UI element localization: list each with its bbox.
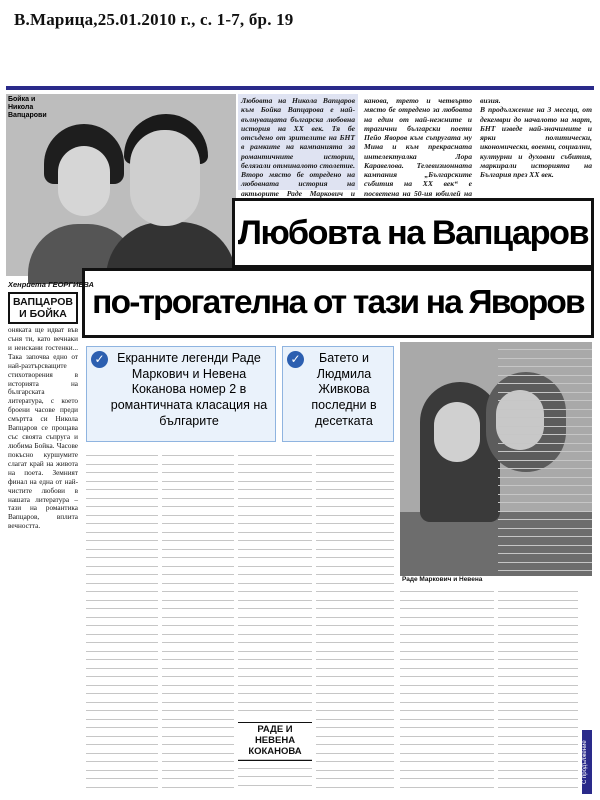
text-line-placeholder (238, 669, 312, 677)
text-line-placeholder (316, 729, 394, 737)
text-line-placeholder (86, 499, 158, 507)
text-line-placeholder (498, 444, 592, 452)
text-line-placeholder (238, 627, 312, 635)
text-line-placeholder (498, 763, 578, 771)
text-line-placeholder (86, 661, 158, 669)
body-column-7 (498, 342, 592, 578)
text-line-placeholder (86, 567, 158, 575)
text-line-placeholder (238, 491, 312, 499)
text-line-placeholder (238, 482, 312, 490)
body-column-3 (238, 448, 312, 718)
photo-caption: Раде Маркович и Невена (402, 576, 483, 583)
text-line-placeholder (316, 780, 394, 788)
text-line-placeholder (498, 610, 578, 618)
text-line-placeholder (498, 376, 592, 384)
text-line-placeholder (316, 457, 394, 465)
text-line-placeholder (498, 780, 578, 788)
text-line-placeholder (86, 712, 158, 720)
text-line-placeholder (498, 584, 578, 592)
text-line-placeholder (86, 737, 158, 745)
text-line-placeholder (86, 669, 158, 677)
text-line-placeholder (86, 627, 158, 635)
text-line-placeholder (86, 550, 158, 558)
text-line-placeholder (498, 546, 592, 554)
text-line-placeholder (400, 661, 494, 669)
text-line-placeholder (498, 436, 592, 444)
text-line-placeholder (238, 448, 312, 456)
text-line-placeholder (238, 499, 312, 507)
text-line-placeholder (498, 771, 578, 779)
text-line-placeholder (162, 576, 234, 584)
text-line-placeholder (498, 453, 592, 461)
text-line-placeholder (316, 584, 394, 592)
text-line-placeholder (86, 763, 158, 771)
text-line-placeholder (86, 525, 158, 533)
text-line-placeholder (238, 635, 312, 643)
text-line-placeholder (86, 576, 158, 584)
infobox-text: Екранните легенди Раде Маркович и Невена Коканова номер 2 в романтичната класация на българите (110, 351, 268, 428)
text-line-placeholder (162, 678, 234, 686)
text-line-placeholder (86, 754, 158, 762)
text-line-placeholder (400, 644, 494, 652)
text-line-placeholder (238, 652, 312, 660)
text-line-placeholder (86, 771, 158, 779)
text-line-placeholder (400, 635, 494, 643)
text-line-placeholder (316, 482, 394, 490)
text-line-placeholder (316, 525, 394, 533)
text-line-placeholder (498, 678, 578, 686)
text-line-placeholder (238, 508, 312, 516)
text-line-placeholder (162, 627, 234, 635)
text-line-placeholder (238, 644, 312, 652)
text-line-placeholder (316, 559, 394, 567)
body-column-2 (162, 448, 234, 794)
text-line-placeholder (238, 778, 312, 786)
text-line-placeholder (498, 419, 592, 427)
text-line-placeholder (238, 474, 312, 482)
text-line-placeholder (238, 761, 312, 769)
body-column-3b (238, 752, 312, 794)
text-line-placeholder (498, 470, 592, 478)
text-line-placeholder (316, 533, 394, 541)
text-line-placeholder (400, 712, 494, 720)
text-line-placeholder (400, 618, 494, 626)
side-column (8, 326, 78, 794)
text-line-placeholder (86, 686, 158, 694)
text-line-placeholder (162, 754, 234, 762)
text-line-placeholder (86, 746, 158, 754)
text-line-placeholder (86, 516, 158, 524)
text-line-placeholder (86, 678, 158, 686)
text-line-placeholder (498, 695, 578, 703)
text-line-placeholder (162, 652, 234, 660)
text-line-placeholder (238, 703, 312, 711)
text-line-placeholder (316, 550, 394, 558)
text-line-placeholder (498, 593, 578, 601)
text-line-placeholder (498, 635, 578, 643)
text-line-placeholder (316, 508, 394, 516)
text-line-placeholder (238, 542, 312, 550)
text-line-placeholder (238, 576, 312, 584)
text-line-placeholder (400, 737, 494, 745)
text-line-placeholder (498, 712, 578, 720)
text-line-placeholder (498, 669, 578, 677)
text-line-placeholder (162, 780, 234, 788)
text-line-placeholder (86, 457, 158, 465)
text-line-placeholder (498, 461, 592, 469)
text-line-placeholder (162, 763, 234, 771)
text-line-placeholder (162, 542, 234, 550)
text-line-placeholder (400, 754, 494, 762)
text-line-placeholder (86, 601, 158, 609)
text-line-placeholder (238, 516, 312, 524)
text-line-placeholder (498, 661, 578, 669)
text-line-placeholder (86, 508, 158, 516)
text-line-placeholder (238, 678, 312, 686)
text-line-placeholder (238, 769, 312, 777)
text-line-placeholder (498, 427, 592, 435)
lead-column-2: канова, трето и четвърто място бе отредено за любовта на един от най-нежните и трагични български поети Пейо Яворов към съпругата му Мина и към прекрасната интелектуалка Лора Каравелова. Телевизионната кампания „Българските събития на XX век“ е посветена на 50-ия юбилей на (364, 96, 472, 198)
text-line-placeholder (162, 516, 234, 524)
text-line-placeholder (238, 584, 312, 592)
text-line-placeholder (162, 644, 234, 652)
text-line-placeholder (162, 737, 234, 745)
infobox-markovich-kokanova (86, 346, 276, 442)
text-line-placeholder (316, 610, 394, 618)
text-line-placeholder (162, 695, 234, 703)
text-line-placeholder (162, 567, 234, 575)
text-line-placeholder (400, 584, 494, 592)
text-line-placeholder (238, 525, 312, 533)
text-line-placeholder (316, 618, 394, 626)
text-line-placeholder (316, 686, 394, 694)
text-line-placeholder (162, 771, 234, 779)
text-line-placeholder (316, 542, 394, 550)
lead-column-3: визия. В продължение на 3 месеца, от декември до началото на март, БНТ изведе най-значимите и ярки политически, икономически, военни, социални, културни и духовни събития, маркирали историята на България през XX век. (480, 96, 592, 179)
text-line-placeholder (400, 763, 494, 771)
text-line-placeholder (316, 661, 394, 669)
text-line-placeholder (316, 567, 394, 575)
text-line-placeholder (498, 529, 592, 537)
text-line-placeholder (498, 601, 578, 609)
text-line-placeholder (400, 780, 494, 788)
text-line-placeholder (498, 402, 592, 410)
byline: Хенриета ГЕОРГИЕВА (8, 280, 94, 289)
text-line-placeholder (238, 695, 312, 703)
text-line-placeholder (316, 635, 394, 643)
text-line-placeholder (316, 644, 394, 652)
text-line-placeholder (400, 686, 494, 694)
text-line-placeholder (86, 644, 158, 652)
text-line-placeholder (238, 559, 312, 567)
text-line-placeholder (400, 771, 494, 779)
text-line-placeholder (86, 491, 158, 499)
body-column-1 (86, 448, 158, 794)
text-line-placeholder (400, 669, 494, 677)
text-line-placeholder (498, 368, 592, 376)
text-line-placeholder (86, 533, 158, 541)
text-line-placeholder (498, 478, 592, 486)
text-line-placeholder (162, 593, 234, 601)
newspaper-clipping (6, 86, 594, 792)
text-line-placeholder (162, 550, 234, 558)
text-line-placeholder (498, 487, 592, 495)
text-line-placeholder (86, 618, 158, 626)
lead-paragraph (238, 94, 594, 198)
section-heading: РАДЕ И НЕВЕНА КОКАНОВА (238, 722, 312, 761)
text-line-placeholder (86, 542, 158, 550)
text-line-placeholder (316, 720, 394, 728)
text-line-placeholder (400, 652, 494, 660)
text-line-placeholder (162, 635, 234, 643)
text-line-placeholder (316, 491, 394, 499)
text-line-placeholder (498, 521, 592, 529)
text-line-placeholder (498, 410, 592, 418)
text-line-placeholder (162, 465, 234, 473)
text-line-placeholder (400, 593, 494, 601)
text-line-placeholder (400, 720, 494, 728)
text-line-placeholder (238, 567, 312, 575)
text-line-placeholder (400, 703, 494, 711)
text-line-placeholder (498, 555, 592, 563)
text-line-placeholder (400, 627, 494, 635)
photo-caption: Бойка и Никола Вапцарови (8, 96, 47, 120)
body-column-4 (316, 448, 394, 794)
text-line-placeholder (316, 593, 394, 601)
infobox-zhivkova (282, 346, 394, 442)
side-text: оняката ще идват във съня ти, като вечнаки и неискани гостенки... Така започва едно от най-разтърсващите стихотворения в историята на българската литература, с което броени часове преди смъртта си Никола Вапцаров се прощава със своята съпруга и любима Бойка. Часове покъсно куршумите слагат край на живота на поета. Земният финал на една от най-чистите любови в нашата литература – тази на романтика Вапцаров, вплита вечността. (8, 326, 78, 531)
text-line-placeholder (86, 584, 158, 592)
text-line-placeholder (316, 474, 394, 482)
text-line-placeholder (162, 559, 234, 567)
couple-photo (6, 94, 236, 276)
text-line-placeholder (498, 538, 592, 546)
text-line-placeholder (238, 550, 312, 558)
text-line-placeholder (86, 610, 158, 618)
text-line-placeholder (238, 610, 312, 618)
text-line-placeholder (316, 465, 394, 473)
text-line-placeholder (162, 661, 234, 669)
text-line-placeholder (162, 448, 234, 456)
text-line-placeholder (162, 610, 234, 618)
citation: В.Марица,25.01.2010 г., с. 1-7, бр. 19 (14, 10, 294, 29)
text-line-placeholder (86, 448, 158, 456)
text-line-placeholder (400, 601, 494, 609)
text-line-placeholder (316, 763, 394, 771)
continued-label: С продължение (582, 730, 592, 794)
text-line-placeholder (316, 516, 394, 524)
text-line-placeholder (162, 508, 234, 516)
text-line-placeholder (316, 678, 394, 686)
text-line-placeholder (86, 729, 158, 737)
text-line-placeholder (316, 576, 394, 584)
text-line-placeholder (238, 593, 312, 601)
text-line-placeholder (498, 703, 578, 711)
text-line-placeholder (86, 593, 158, 601)
text-line-placeholder (162, 499, 234, 507)
text-line-placeholder (316, 746, 394, 754)
text-line-placeholder (400, 610, 494, 618)
text-line-placeholder (316, 652, 394, 660)
text-line-placeholder (316, 448, 394, 456)
text-line-placeholder (316, 754, 394, 762)
body-column-6 (498, 584, 578, 794)
headline-line-2: по-трогателна от тази на Яворов (82, 268, 594, 338)
text-line-placeholder (316, 771, 394, 779)
side-title: ВАПЦАРОВ И БОЙКА (8, 292, 78, 324)
text-line-placeholder (162, 729, 234, 737)
text-line-placeholder (86, 482, 158, 490)
text-line-placeholder (162, 703, 234, 711)
text-line-placeholder (498, 618, 578, 626)
text-line-placeholder (498, 512, 592, 520)
text-line-placeholder (238, 601, 312, 609)
body-column-5 (400, 584, 494, 794)
text-line-placeholder (238, 661, 312, 669)
text-line-placeholder (162, 686, 234, 694)
text-line-placeholder (316, 712, 394, 720)
text-line-placeholder (86, 559, 158, 567)
headline-line-1: Любовта на Вапцаров (232, 198, 594, 268)
text-line-placeholder (162, 601, 234, 609)
lead-column-1: Любовта на Никола Вапцаров към Бойка Вапцарова е най-вълнуващата българска любовна история на XX век. Тя бе отсъдено от зрителите на БНТ в рамките на кампанията за романтичните истории, белязали отминалото столетие. Второ място бе отредено на любовната история на актьорите Раде Маркович и (238, 94, 358, 190)
text-line-placeholder (316, 601, 394, 609)
text-line-placeholder (316, 627, 394, 635)
text-line-placeholder (400, 729, 494, 737)
text-line-placeholder (400, 746, 494, 754)
text-line-placeholder (316, 695, 394, 703)
text-line-placeholder (498, 504, 592, 512)
text-line-placeholder (498, 342, 592, 350)
text-line-placeholder (162, 474, 234, 482)
text-line-placeholder (162, 491, 234, 499)
text-line-placeholder (498, 644, 578, 652)
text-line-placeholder (86, 695, 158, 703)
text-line-placeholder (162, 746, 234, 754)
text-line-placeholder (238, 533, 312, 541)
text-line-placeholder (86, 780, 158, 788)
text-line-placeholder (316, 499, 394, 507)
text-line-placeholder (498, 495, 592, 503)
text-line-placeholder (86, 652, 158, 660)
text-line-placeholder (162, 720, 234, 728)
infobox-text: Батето и Людмила Живкова последни в десетката (311, 351, 377, 428)
text-line-placeholder (498, 652, 578, 660)
text-line-placeholder (86, 474, 158, 482)
text-line-placeholder (86, 635, 158, 643)
text-line-placeholder (86, 703, 158, 711)
text-line-placeholder (498, 729, 578, 737)
text-line-placeholder (400, 695, 494, 703)
text-line-placeholder (238, 465, 312, 473)
text-line-placeholder (498, 393, 592, 401)
text-line-placeholder (316, 669, 394, 677)
text-line-placeholder (162, 533, 234, 541)
text-line-placeholder (498, 359, 592, 367)
text-line-placeholder (162, 669, 234, 677)
text-line-placeholder (498, 737, 578, 745)
text-line-placeholder (498, 627, 578, 635)
text-line-placeholder (162, 457, 234, 465)
text-line-placeholder (162, 712, 234, 720)
text-line-placeholder (238, 457, 312, 465)
checkmark-icon: ✓ (91, 351, 108, 368)
text-line-placeholder (316, 703, 394, 711)
text-line-placeholder (498, 563, 592, 571)
checkmark-icon: ✓ (287, 351, 304, 368)
text-line-placeholder (498, 720, 578, 728)
text-line-placeholder (238, 752, 312, 760)
text-line-placeholder (400, 678, 494, 686)
text-line-placeholder (238, 686, 312, 694)
text-line-placeholder (86, 720, 158, 728)
text-line-placeholder (162, 584, 234, 592)
text-line-placeholder (162, 525, 234, 533)
text-line-placeholder (498, 686, 578, 694)
text-line-placeholder (498, 351, 592, 359)
text-line-placeholder (498, 754, 578, 762)
text-line-placeholder (238, 618, 312, 626)
text-line-placeholder (86, 465, 158, 473)
text-line-placeholder (162, 618, 234, 626)
text-line-placeholder (162, 482, 234, 490)
text-line-placeholder (498, 746, 578, 754)
text-line-placeholder (498, 385, 592, 393)
text-line-placeholder (316, 737, 394, 745)
